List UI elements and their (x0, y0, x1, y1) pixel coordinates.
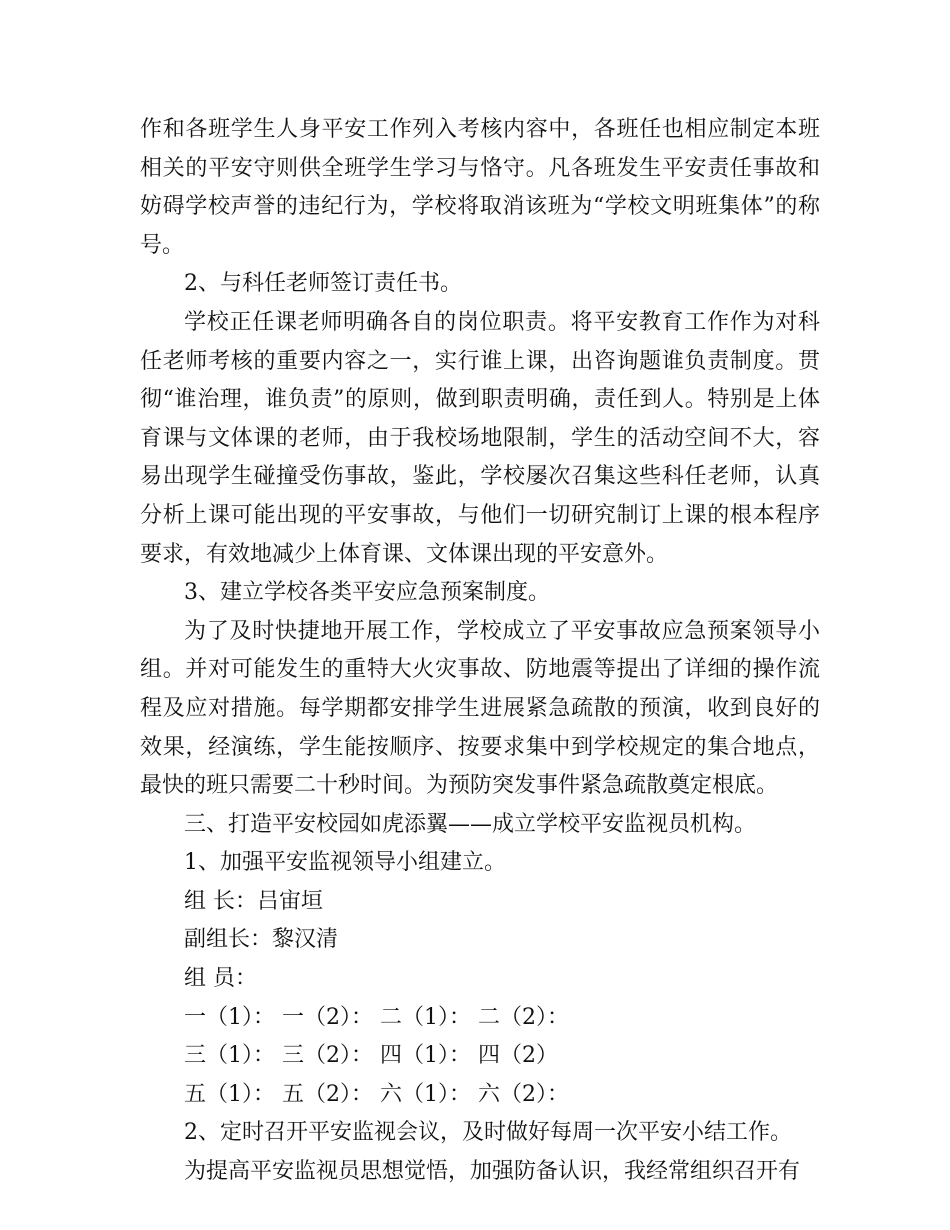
document-body (140, 111, 820, 1192)
paragraph: 为了及时快捷地开展工作，学校成立了平安事故应急预案领导小组。并对可能发生的重特大火灾事故、防地震等提出了详细的操作流程及应对措施。每学期都安排学生进展紧急疏散的预演，收到良好的效果，经演练，学生能按顺序、按要求集中到学校规定的集合地点，最快的班只需要二十秒时间。为预防突发事件紧急疏散奠定根底。 (140, 618, 820, 799)
paragraph: 1、加强平安监视领导小组建立。 (184, 850, 506, 876)
roster-row: 五（1）： 五（2）： 六（1）： 六（2）： (184, 1081, 569, 1107)
members-line: 组 员： (184, 966, 257, 992)
deputy-leader-line: 副组长：黎汉清 (184, 927, 339, 953)
paragraph: 3、建立学校各类平安应急预案制度。 (184, 580, 550, 606)
roster-row: 一（1）： 一（2）： 二（1）： 二（2）： (184, 1004, 569, 1030)
paragraph: 学校正任课老师明确各自的岗位职责。将平安教育工作作为对科任老师考核的重要内容之一，实行谁上课，出咨询题谁负责制度。贯彻“谁治理，谁负责”的原则，做到职责明确，责任到人。特别是上体育课与文体课的老师，由于我校场地限制，学生的活动空间不大，容易出现学生碰撞受伤事故，鉴此，学校屡次召集这些科任老师，认真分析上课可能出现的平安事故，与他们一切研究制订上课的根本程序要求，有效地减少上体育课、文体课出现的平安意外。 (140, 309, 820, 567)
paragraph: 2、与科任老师签订责任书。 (184, 271, 462, 297)
paragraph: 2、定时召开平安监视会议，及时做好每周一次平安小结工作。 (184, 1120, 792, 1146)
paragraph: 作和各班学生人身平安工作列入考核内容中，各班任也相应制定本班相关的平安守则供全班学生学习与恪守。凡各班发生平安责任事故和妨碍学校声誉的违纪行为，学校将取消该班为“学校文明班集体”的称号。 (140, 117, 820, 258)
section-heading: 三、打造平安校园如虎添翼——成立学校平安监视员机构。 (184, 811, 757, 837)
paragraph: 为提高平安监视员思想觉悟，加强防备认识，我经常组织召开有 (184, 1159, 801, 1185)
leader-line: 组 长：吕宙垣 (184, 888, 323, 914)
roster-row: 三（1）： 三（2）： 四（1）： 四（2） (184, 1043, 558, 1069)
